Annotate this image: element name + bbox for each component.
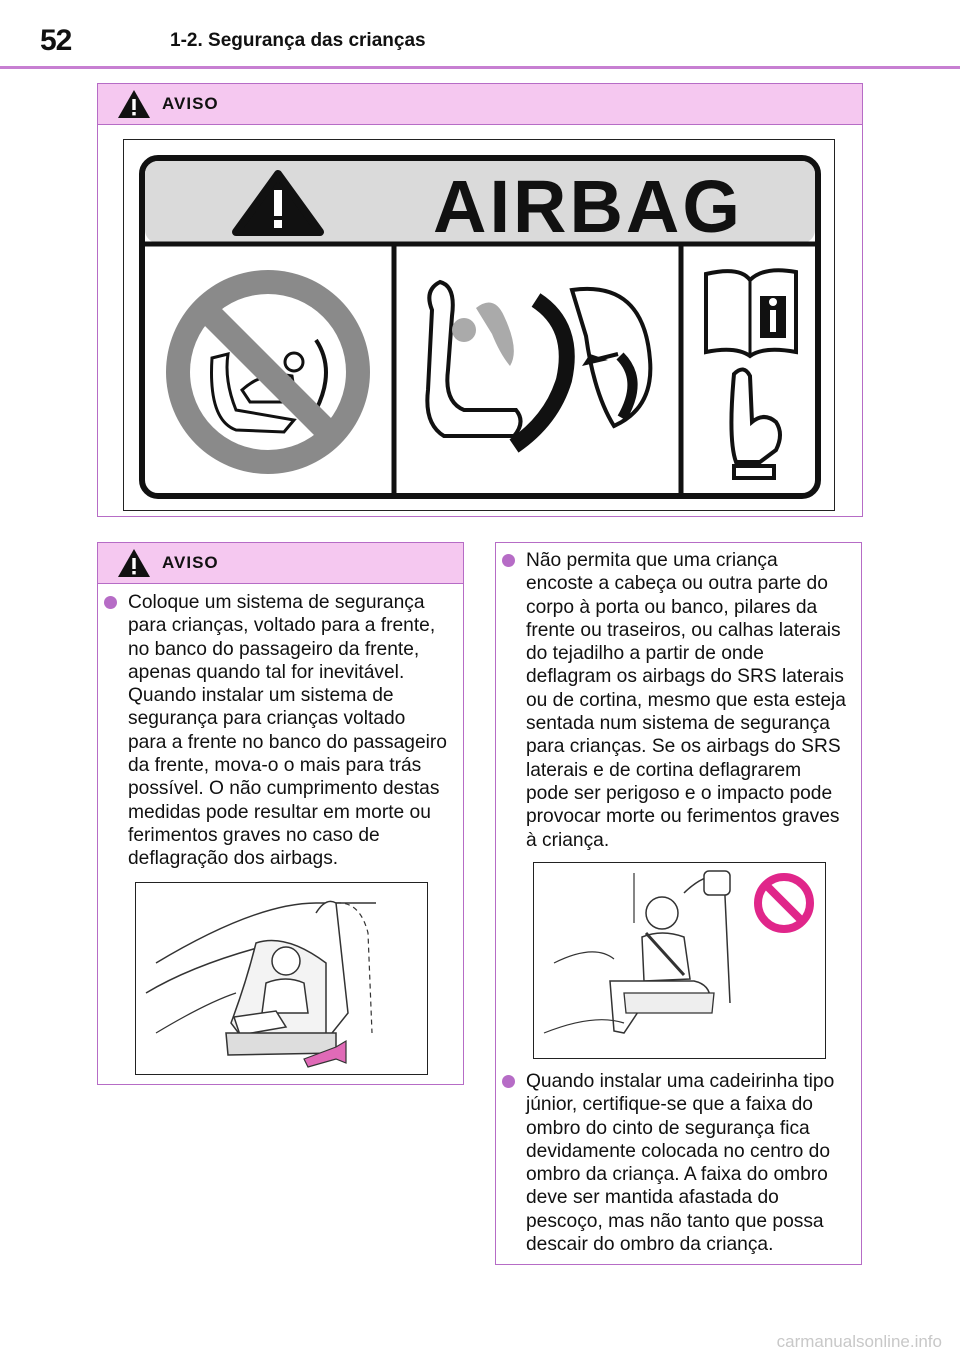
warning-label: AVISO (162, 553, 219, 572)
warning-body-2 (502, 1070, 847, 1256)
header-rule (0, 66, 960, 69)
page-number: 52 (40, 24, 72, 57)
bullet-dot-icon (502, 1075, 515, 1088)
list-item (502, 549, 847, 852)
airbag-label-figure (123, 139, 835, 511)
booster-seat-figure (533, 862, 826, 1059)
bullet-dot-icon (502, 554, 515, 567)
warning-triangle-icon (116, 547, 152, 579)
child-seat-figure (135, 882, 428, 1075)
bullet-text: Quando instalar uma cadeirinha tipo júnior, certifique-se que a faixa do ombro do cinto de segurança fica devidamente colocada no centro do ombro da criança. A faixa do ombro deve ser mantida afastada do pescoço, mas não tanto que possa descair do ombro da criança. (526, 1071, 835, 1256)
warning-header (98, 543, 463, 584)
forward-facing-seat-illustration (136, 883, 429, 1076)
list-item (104, 591, 449, 871)
read-manual-icon (706, 270, 796, 356)
warning-box-left (97, 542, 464, 1085)
no-rear-facing-seat-icon (166, 270, 370, 474)
airbag-title: AIRBAG (433, 165, 743, 248)
page-header (0, 0, 960, 70)
warning-box-top (97, 83, 863, 517)
list-item (502, 1070, 847, 1256)
section-title: 1-2. Segurança das crianças (170, 30, 426, 51)
airbag-warning-label (124, 140, 836, 512)
bullet-text: Não permita que uma criança encoste a cabeça ou outra parte do corpo à porta ou banco, pilares da frente ou traseiros, ou calhas laterais do tejadilho a partir de onde deflagram os airbags do SRS laterais ou de cortina, mesmo que esta esteja sentada num sistema de segurança para crianças. Se os airbags do SRS laterais e de cortina deflagrarem pode ser perigoso e o impacto pode provocar morte ou ferimentos graves à criança. (526, 550, 846, 851)
warning-body (104, 591, 449, 871)
warning-label: AVISO (162, 94, 219, 113)
booster-seat-illustration (534, 863, 827, 1060)
prohibited-icon (758, 877, 810, 929)
watermark: carmanualsonline.info (776, 1332, 942, 1351)
bullet-text: Coloque um sistema de segurança para crianças, voltado para a frente, no banco do passageiro da frente, apenas quando tal for inevitável. Quando instalar um sistema de segurança para crianças voltado para a frente no banco do passageiro da frente, mova-o o mais para trás possível. O não cumprimento destas medidas pode resultar em morte ou ferimentos graves no caso de deflagração dos airbags. (128, 592, 447, 870)
warning-triangle-icon (116, 88, 152, 120)
bullet-dot-icon (104, 596, 117, 609)
warning-box-right (495, 542, 862, 1265)
warning-body (502, 549, 847, 852)
warning-header (98, 84, 862, 125)
